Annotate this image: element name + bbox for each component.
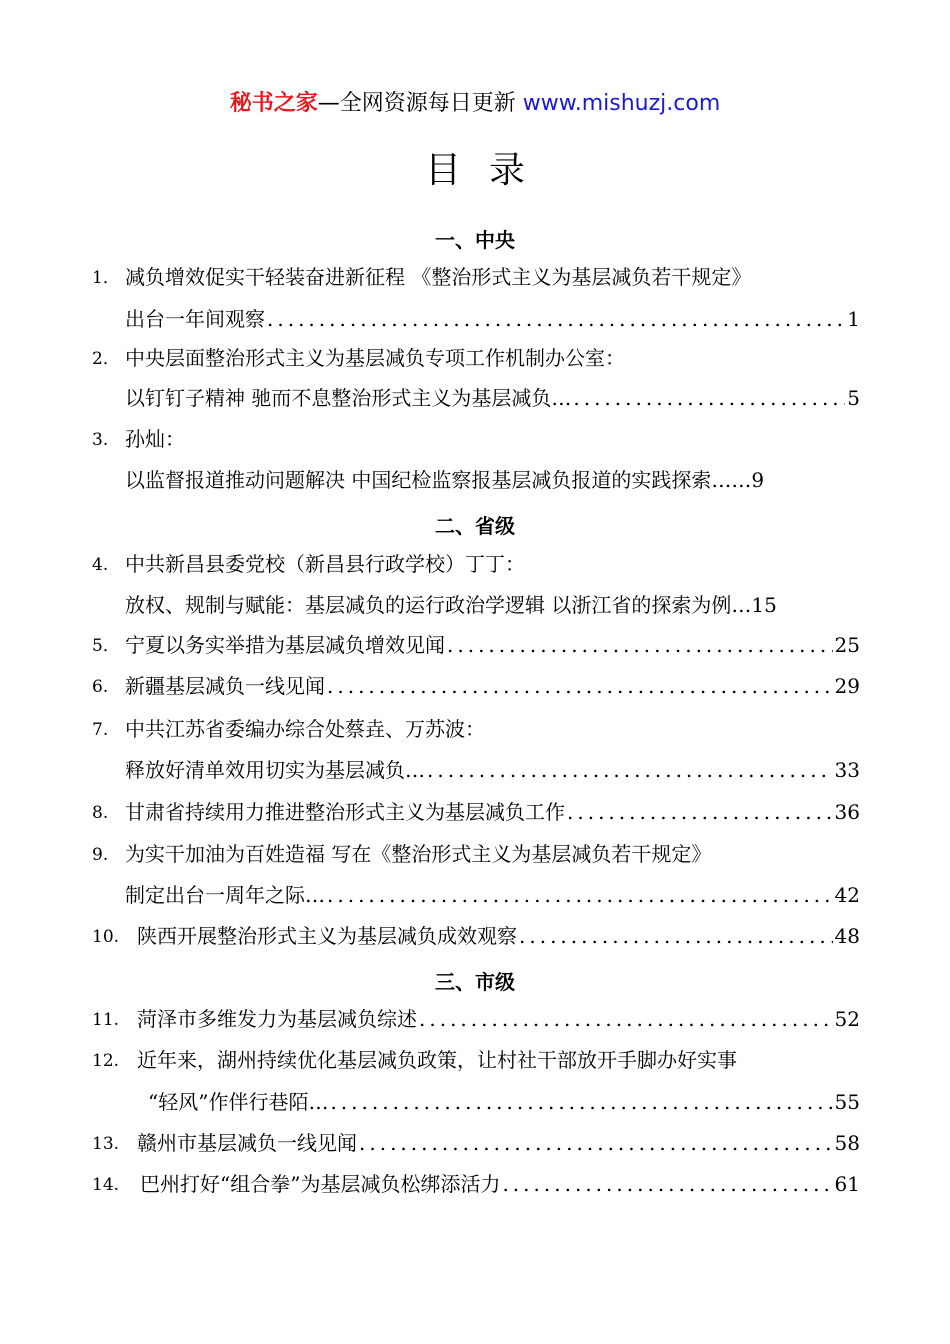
section-heading-municipal: 三、市级	[435, 970, 515, 994]
entry-number: 10.	[92, 927, 120, 947]
entry-number: 12.	[92, 1051, 120, 1071]
leader-dots	[330, 1090, 832, 1114]
page-number: 42	[834, 883, 860, 907]
entry-title-cont: 以钉钉子精神 驰而不息整治形式主义为基层减负…	[125, 386, 572, 410]
header-tagline: —全网资源每日更新	[317, 91, 523, 116]
entry-title-cont[interactable]: 以监督报道推动问题解决 中国纪检监察报基层减负报道的实践探索……9	[125, 468, 765, 492]
page-title: 目录	[424, 150, 553, 191]
entry-number: 4.	[92, 555, 109, 575]
toc-row[interactable]	[140, 1172, 860, 1196]
entry-title[interactable]: 为实干加油为百姓造福 写在《整治形式主义为基层减负若干规定》	[125, 842, 712, 866]
toc-row[interactable]	[137, 1007, 860, 1031]
entry-title: 甘肃省持续用力推进整治形式主义为基层减负工作	[125, 800, 565, 824]
toc-row[interactable]	[125, 674, 860, 698]
leader-dots	[567, 800, 833, 824]
toc-row[interactable]	[137, 1131, 860, 1155]
leader-dots	[359, 1131, 833, 1155]
entry-number: 2．	[92, 349, 120, 369]
entry-number: 14.	[92, 1175, 120, 1195]
page-number: 52	[834, 1007, 860, 1031]
entry-title-cont: 释放好清单效用切实为基层减负…	[125, 758, 425, 782]
section-heading-provincial: 二、省级	[435, 514, 515, 538]
toc-row[interactable]	[125, 307, 860, 331]
leader-dots	[502, 1172, 832, 1196]
toc-row[interactable]	[125, 883, 860, 907]
entry-title-cont: 制定出台一周年之际…	[125, 883, 325, 907]
site-header	[0, 86, 950, 117]
toc-row[interactable]	[148, 1090, 860, 1114]
entry-title: 宁夏以务实举措为基层减负增效见闻	[125, 633, 445, 657]
toc-row[interactable]	[137, 924, 860, 948]
entry-number: 11.	[92, 1010, 120, 1030]
brand-name: 秘书之家	[229, 91, 318, 116]
entry-title[interactable]: 中共江苏省委编办综合处蔡垚、万苏波：	[125, 717, 485, 741]
leader-dots	[427, 758, 833, 782]
leader-dots	[327, 883, 833, 907]
entry-title-cont: 出台一年间观察	[125, 307, 265, 331]
toc-row[interactable]	[125, 633, 860, 657]
entry-title: 菏泽市多维发力为基层减负综述	[137, 1007, 417, 1031]
page-number: 58	[834, 1131, 860, 1155]
leader-dots	[447, 633, 833, 657]
entry-title: 新疆基层减负一线见闻	[125, 674, 325, 698]
section-heading-central: 一、中央	[435, 228, 515, 252]
entry-title-cont[interactable]: 放权、规制与赋能：基层减负的运行政治学逻辑 以浙江省的探索为例…15	[125, 593, 777, 617]
leader-dots	[327, 674, 833, 698]
leader-dots	[267, 307, 845, 331]
page-number: 48	[834, 924, 860, 948]
entry-title[interactable]: 减负增效促实干轻装奋进新征程 《整治形式主义为基层减负若干规定》	[125, 265, 752, 289]
entry-number: 5．	[92, 636, 120, 656]
page-number: 61	[834, 1172, 860, 1196]
entry-number: 13.	[92, 1134, 120, 1154]
leader-dots	[419, 1007, 833, 1031]
entry-title[interactable]: 孙灿：	[125, 427, 185, 451]
site-url-link[interactable]: www.mishuzj.com	[522, 91, 721, 116]
entry-title[interactable]: 中共新昌县委党校（新昌县行政学校）丁丁：	[125, 552, 525, 576]
entry-number: 8.	[92, 803, 109, 823]
leader-dots	[519, 924, 833, 948]
page-number: 29	[834, 674, 860, 698]
toc-row[interactable]	[125, 800, 860, 824]
entry-number: 1．	[92, 268, 120, 288]
page-number: 1	[847, 307, 860, 331]
entry-number: 6.	[92, 677, 109, 697]
page-number: 5	[847, 386, 860, 410]
entry-title[interactable]: 中央层面整治形式主义为基层减负专项工作机制办公室：	[125, 346, 625, 370]
entry-title-cont: “轻风”作伴行巷陌…	[148, 1090, 329, 1114]
entry-number: 7.	[92, 720, 109, 740]
page-number: 33	[834, 758, 860, 782]
entry-number: 9.	[92, 845, 109, 865]
entry-title: 赣州市基层减负一线见闻	[137, 1131, 357, 1155]
entry-title: 陕西开展整治形式主义为基层减负成效观察	[137, 924, 517, 948]
entry-title[interactable]: 近年来，湖州持续优化基层减负政策，让村社干部放开手脚办好实事	[137, 1048, 737, 1072]
page-number: 55	[834, 1090, 860, 1114]
page-number: 25	[834, 633, 860, 657]
entry-title: 巴州打好“组合拳”为基层减负松绑添活力	[140, 1172, 501, 1196]
toc-row[interactable]	[125, 386, 860, 410]
entry-number: 3.	[92, 430, 109, 450]
toc-row[interactable]	[125, 758, 860, 782]
page-number: 36	[834, 800, 860, 824]
leader-dots	[573, 386, 845, 410]
